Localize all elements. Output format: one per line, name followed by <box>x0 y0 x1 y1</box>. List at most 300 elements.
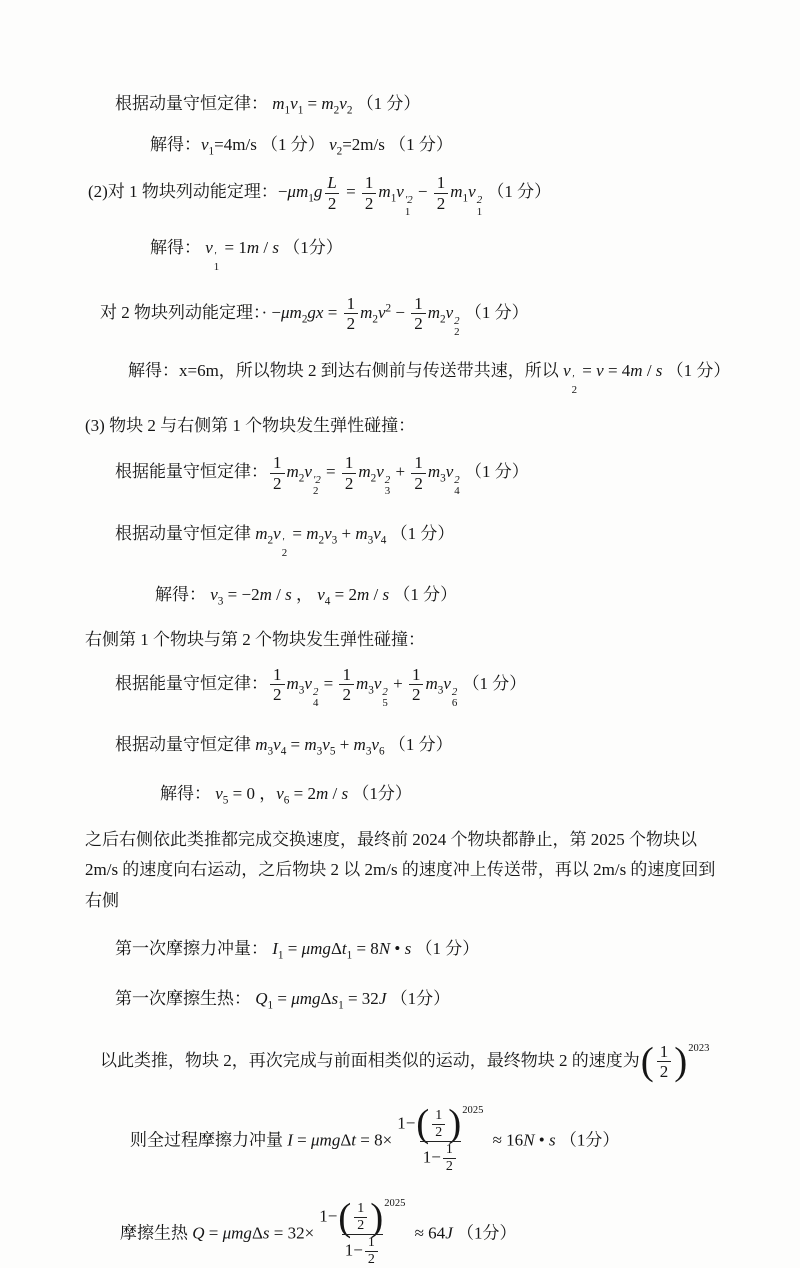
math-text: 第一次摩擦力冲量： <box>115 938 273 958</box>
subscript: 2 <box>298 472 305 485</box>
sub-sup-stack <box>405 195 413 218</box>
subscript: 1 <box>346 948 353 961</box>
line-second-collision-heading <box>85 628 800 653</box>
denominator <box>342 1234 383 1268</box>
math-text: 解得： <box>150 134 201 154</box>
denominator <box>432 1124 445 1141</box>
line-friction-impulse-1 <box>115 937 800 962</box>
superscript: 2 <box>385 302 392 315</box>
math-variable: v <box>376 461 384 481</box>
math-text: = <box>321 461 340 481</box>
math-variable: v <box>377 302 386 322</box>
math-variable: μmg <box>311 1130 341 1150</box>
math-variable: m <box>355 523 368 543</box>
math-text: （1 分） <box>460 302 529 322</box>
math-text: 根据动量守恒定律 <box>115 735 256 755</box>
math-text: 1 <box>344 452 354 472</box>
math-text: 对 2 物块列动能定理：· − <box>100 302 281 322</box>
math-text: 1 <box>414 452 423 472</box>
math-variable: μmg <box>291 989 321 1009</box>
math-text: • <box>534 1130 549 1150</box>
math-text: / <box>369 585 383 605</box>
subscript: 1 <box>284 104 291 117</box>
math-text: 2 <box>346 314 356 334</box>
line-solve-v1-v2 <box>150 133 800 158</box>
math-variable: m <box>316 784 329 804</box>
subscript: 4 <box>280 745 287 758</box>
subscript: 1 <box>213 261 220 274</box>
math-text: = <box>288 523 307 543</box>
math-text: 2 <box>327 193 337 213</box>
subscript: 2 <box>312 485 319 498</box>
line-solve-x <box>128 359 800 397</box>
math-variable: m <box>246 238 260 258</box>
math-variable: v <box>371 735 379 755</box>
fraction <box>344 294 359 334</box>
math-text: 根据动量守恒定律： <box>115 94 273 113</box>
math-variable: J <box>378 989 387 1009</box>
denominator <box>657 1061 672 1082</box>
math-variable: v <box>205 238 213 258</box>
superscript: ′ <box>213 249 217 262</box>
math-variable: L <box>327 173 337 193</box>
math-variable: v <box>339 94 347 113</box>
math-text: 1 <box>445 1141 453 1157</box>
denominator <box>365 1251 378 1268</box>
math-variable: v <box>445 461 454 481</box>
math-variable: s <box>285 585 292 605</box>
math-text: 1 <box>342 664 351 684</box>
math-text: （1 分） <box>411 938 480 958</box>
math-variable: μmg <box>222 1223 252 1243</box>
math-variable: J <box>445 1223 453 1243</box>
numerator <box>270 665 285 685</box>
math-variable: v <box>324 523 332 543</box>
subscript: 3 <box>298 684 305 697</box>
denominator <box>434 193 449 214</box>
numerator <box>365 1235 378 1251</box>
math-variable: t <box>351 1130 356 1150</box>
subscript: 3 <box>440 472 446 485</box>
math-variable: N <box>378 938 391 958</box>
numerator <box>409 665 424 685</box>
math-text: ≈ 64 <box>410 1223 446 1243</box>
math-text: = 32× <box>269 1223 315 1243</box>
subscript: 2 <box>301 313 308 326</box>
fraction <box>365 1235 378 1268</box>
superscript: 2 <box>384 473 391 486</box>
math-text: + <box>388 673 407 693</box>
subscript: 3 <box>437 684 444 697</box>
subscript: 1 <box>476 205 483 218</box>
subscript: 2 <box>346 104 353 117</box>
math-text: 1 <box>367 1235 375 1251</box>
math-variable: v <box>329 134 337 154</box>
right-paren-icon: ) <box>674 1039 688 1083</box>
numerator <box>657 1042 672 1062</box>
superscript: 2 <box>382 685 388 698</box>
math-variable: s <box>341 784 349 804</box>
numerator <box>411 453 426 473</box>
math-text: = 8× <box>356 1130 393 1150</box>
sub-sup-stack <box>454 475 459 498</box>
math-text: 解得： <box>155 585 211 605</box>
math-text: + <box>337 523 356 543</box>
math-variable: v <box>304 673 312 693</box>
math-variable: m <box>630 360 643 380</box>
math-variable: s <box>404 938 412 958</box>
math-text: 1 <box>273 664 282 684</box>
fraction <box>434 173 449 213</box>
numerator <box>411 294 426 314</box>
fraction <box>394 1102 486 1175</box>
math-text: 2 <box>414 314 423 334</box>
math-variable: m <box>355 673 369 693</box>
subscript: 6 <box>378 745 385 758</box>
math-variable: s <box>262 1223 270 1243</box>
math-variable: μmg <box>301 938 331 958</box>
superscript: ′2 <box>312 473 321 486</box>
subscript: 2 <box>571 383 578 396</box>
math-text: − <box>277 182 288 202</box>
sub-sup-stack <box>385 475 390 498</box>
math-text: 2 <box>445 1158 453 1174</box>
math-variable: m <box>356 585 370 605</box>
subscript: 5 <box>222 794 229 807</box>
numerator <box>362 173 377 193</box>
sub-sup-stack <box>382 687 387 710</box>
math-text: 解得：x=6m，所以物块 2 到达右侧前与传送带共速，所以 <box>128 360 564 380</box>
math-text: ≈ 16 <box>488 1130 524 1150</box>
math-text: 1 <box>411 664 421 684</box>
line-momentum-conservation-3 <box>115 733 800 758</box>
denominator <box>270 684 285 705</box>
subscript: 3 <box>316 745 323 758</box>
subscript: 2 <box>454 326 460 339</box>
subscript: 2 <box>370 472 377 485</box>
math-variable: v <box>215 784 223 804</box>
subscript: 5 <box>382 697 388 710</box>
math-variable: μm <box>281 302 302 322</box>
math-text: Δ <box>330 938 342 958</box>
math-variable: s <box>272 238 279 258</box>
math-text: 1 <box>357 1200 365 1216</box>
math-text: 2 <box>414 473 423 493</box>
subscript: 3 <box>267 745 274 758</box>
math-text: ， <box>291 585 318 605</box>
sub-sup-stack <box>214 251 219 274</box>
math-text: 1 <box>364 173 374 193</box>
math-text: Δ <box>320 989 332 1009</box>
math-variable: μm <box>287 182 309 202</box>
line-solve-v1-prime <box>150 236 800 274</box>
sub-sup-stack <box>313 687 318 710</box>
line-conclusion-paragraph <box>85 825 720 917</box>
fraction <box>270 453 285 493</box>
math-text: 摩擦生热 <box>120 1223 193 1243</box>
math-text: 1 <box>435 1107 443 1123</box>
math-variable: m <box>450 182 463 202</box>
math-variable: m <box>286 461 299 481</box>
superscript: 2 <box>476 194 483 207</box>
superscript: 2 <box>312 685 319 698</box>
exponent: 2025 <box>462 1105 484 1117</box>
math-variable: m <box>353 735 366 755</box>
fraction <box>409 665 424 705</box>
math-text: + <box>391 461 410 481</box>
math-text: （1 分） <box>458 673 527 693</box>
math-text: 2 <box>367 1252 375 1268</box>
math-text: = <box>341 182 360 202</box>
denominator <box>409 684 424 705</box>
math-text: Δ <box>251 1223 263 1243</box>
math-variable: Q <box>255 989 268 1009</box>
math-variable: v <box>210 585 218 605</box>
right-paren-icon: ) <box>448 1102 462 1146</box>
math-text: （1分） <box>348 784 412 804</box>
math-text: = <box>286 735 305 755</box>
math-variable: s <box>548 1130 556 1150</box>
numerator <box>316 1195 408 1239</box>
exponent: 2025 <box>384 1198 406 1210</box>
math-text: = 2 <box>330 585 357 605</box>
denominator <box>344 313 359 334</box>
line-total-heat <box>120 1195 800 1268</box>
subscript: 4 <box>380 534 387 547</box>
line-energy-conservation-2 <box>115 665 800 710</box>
subscript: 2 <box>281 547 288 560</box>
math-text: 2 <box>342 685 351 705</box>
math-variable: t <box>341 938 347 958</box>
math-text: （1分） <box>452 1223 517 1243</box>
math-text: 解得： <box>150 238 206 258</box>
math-variable: m <box>259 585 272 605</box>
math-text: （1 分） <box>384 735 453 755</box>
math-variable: m <box>286 673 299 693</box>
math-text: = −2 <box>223 585 260 605</box>
math-text: =4m/s （1 分） <box>214 134 330 154</box>
math-variable: I <box>272 938 278 958</box>
superscript: ′ <box>281 535 285 548</box>
numerator <box>354 1201 367 1217</box>
math-variable: m <box>272 94 285 113</box>
math-text: 1 <box>659 1041 669 1061</box>
math-variable: v <box>596 360 604 380</box>
math-variable: m <box>304 735 317 755</box>
superscript: ′2 <box>404 194 413 207</box>
math-text: （1 分） <box>352 94 421 113</box>
math-variable: m <box>378 182 391 202</box>
math-variable: v <box>317 585 325 605</box>
math-text: 2 <box>659 1062 669 1082</box>
denominator <box>270 473 285 494</box>
math-text: 以此类推，物块 2，再次完成与前面相类似的运动，最终物块 2 的速度为 <box>100 1050 640 1070</box>
math-text: 1− <box>319 1206 338 1226</box>
math-text: = <box>292 1130 312 1150</box>
math-text: 2 <box>436 193 446 213</box>
math-text: 则全过程摩擦力冲量 <box>130 1130 288 1150</box>
math-text: 根据动量守恒定律 <box>115 523 256 543</box>
line-energy-conservation-1 <box>115 453 800 498</box>
sub-sup-stack <box>477 195 482 218</box>
left-paren-icon: ( <box>416 1102 430 1146</box>
math-text: − <box>413 182 432 202</box>
subscript: 3 <box>365 745 372 758</box>
math-text: 之后右侧依此类推都完成交换速度，最终前 2024 个物块都静止，第 2025 个物块以 2m/s 的速度向右运动，之后物块 2 以 2m/s 的速度冲上传送带，再以 2m/s 的速度回到右侧 <box>85 829 716 910</box>
denominator <box>411 313 426 334</box>
subscript: 1 <box>404 205 411 218</box>
math-text: = 4 <box>603 360 631 380</box>
sub-sup-stack <box>454 316 459 339</box>
math-variable: m <box>425 673 438 693</box>
math-text: （1 分） <box>483 182 552 202</box>
math-text: （1 分） <box>389 585 458 605</box>
subscript: 1 <box>338 999 344 1012</box>
line-momentum-conservation-2 <box>115 522 800 560</box>
superscript: 2 <box>454 314 460 327</box>
numerator <box>324 173 339 193</box>
math-text: = <box>578 360 597 380</box>
subscript: 2 <box>318 534 325 547</box>
math-variable: v <box>373 673 382 693</box>
subscript: 1 <box>462 192 469 205</box>
numerator <box>339 665 354 685</box>
numerator <box>443 1142 456 1158</box>
subscript: 1 <box>208 145 215 158</box>
line-part3-heading <box>85 414 800 439</box>
math-text: 1− <box>344 1240 363 1260</box>
subscript: 1 <box>277 948 284 961</box>
math-variable: Q <box>192 1223 205 1243</box>
math-variable: N <box>523 1130 535 1150</box>
line-solve-v3-v4 <box>155 583 800 608</box>
fraction <box>411 294 426 334</box>
fraction <box>354 1201 367 1234</box>
math-variable: v <box>373 523 381 543</box>
subscript: 1 <box>308 192 314 205</box>
superscript: 2 <box>451 685 458 698</box>
math-text: + <box>335 735 354 755</box>
numerator <box>394 1102 486 1146</box>
math-text: =2m/s （1 分） <box>342 134 453 154</box>
subscript: 5 <box>329 745 336 758</box>
paren-group <box>640 1039 710 1083</box>
subscript: 2 <box>372 313 378 326</box>
math-text: (3) 物块 2 与右侧第 1 个物块发生弹性碰撞： <box>85 416 416 436</box>
left-paren-icon: ( <box>338 1195 352 1239</box>
subscript: 3 <box>368 684 374 697</box>
fraction <box>411 453 426 493</box>
math-text: 1− <box>397 1113 416 1133</box>
fraction <box>362 173 377 213</box>
math-text: （1分） <box>278 238 343 258</box>
math-variable: m <box>306 523 319 543</box>
subscript: 6 <box>283 794 290 807</box>
math-text: 根据能量守恒定律： <box>115 673 268 693</box>
line-momentum-law-1 <box>115 92 800 117</box>
paren-group <box>415 1102 484 1146</box>
subscript: 2 <box>439 313 446 326</box>
math-text: 右侧第 1 个物块与第 2 个物块发生弹性碰撞： <box>85 630 425 650</box>
math-variable: m <box>358 461 371 481</box>
subscript: 3 <box>217 595 224 608</box>
math-variable: v <box>273 735 281 755</box>
denominator <box>339 684 354 705</box>
math-text: （1 分） <box>386 523 455 543</box>
math-text: = 2 <box>289 784 316 804</box>
denominator <box>443 1158 456 1175</box>
fraction <box>443 1142 456 1175</box>
fraction <box>657 1042 672 1082</box>
math-variable: v <box>443 673 451 693</box>
line-solve-v5-v6 <box>160 782 800 807</box>
math-text: （1分） <box>386 989 451 1009</box>
line-total-impulse <box>130 1102 800 1175</box>
subscript: 2 <box>267 534 274 547</box>
math-text: 1 <box>346 293 356 313</box>
math-text: （1分） <box>555 1130 620 1150</box>
fraction <box>270 665 285 705</box>
math-text: 2 <box>364 193 374 213</box>
math-variable: v <box>201 134 209 154</box>
math-variable: s <box>331 989 339 1009</box>
math-variable: v <box>276 784 284 804</box>
math-variable: I <box>287 1130 293 1150</box>
math-variable: s <box>382 585 390 605</box>
fraction <box>324 173 339 213</box>
math-text: = <box>204 1223 223 1243</box>
denominator <box>325 193 340 214</box>
numerator <box>432 1108 445 1124</box>
denominator <box>362 193 377 214</box>
subscript: 1 <box>390 192 397 205</box>
math-text: = <box>283 938 302 958</box>
exponent: 2023 <box>688 1042 710 1054</box>
math-text: = <box>319 673 338 693</box>
subscript: 3 <box>367 534 374 547</box>
sub-sup-stack <box>313 475 321 498</box>
math-variable: m <box>321 94 334 113</box>
math-text: 1 <box>436 173 446 193</box>
math-variable: v <box>445 302 454 322</box>
denominator <box>420 1141 461 1175</box>
line-friction-heat-1 <box>115 987 800 1012</box>
sub-sup-stack <box>282 537 287 560</box>
subscript: 1 <box>297 104 304 117</box>
math-text: 2 <box>357 1218 365 1233</box>
subscript: 4 <box>324 595 331 608</box>
subscript: 2 <box>333 104 340 117</box>
denominator <box>342 473 357 494</box>
subscript: 4 <box>312 697 319 710</box>
math-text: 2 <box>344 473 354 493</box>
subscript: 3 <box>331 534 338 547</box>
math-text: 解得： <box>160 784 216 804</box>
math-variable: m <box>360 302 373 322</box>
math-variable: m <box>427 461 441 481</box>
math-variable: v <box>273 523 281 543</box>
math-variable: m <box>255 523 268 543</box>
subscript: 2 <box>336 145 343 158</box>
math-text: （1 分） <box>460 461 529 481</box>
paren-group <box>337 1195 406 1239</box>
math-text: / <box>328 784 342 804</box>
math-text: = <box>273 989 292 1009</box>
line-work-energy-block2 <box>100 294 800 339</box>
math-text: = 1 <box>220 238 247 258</box>
right-paren-icon: ) <box>370 1195 384 1239</box>
numerator <box>434 173 449 193</box>
